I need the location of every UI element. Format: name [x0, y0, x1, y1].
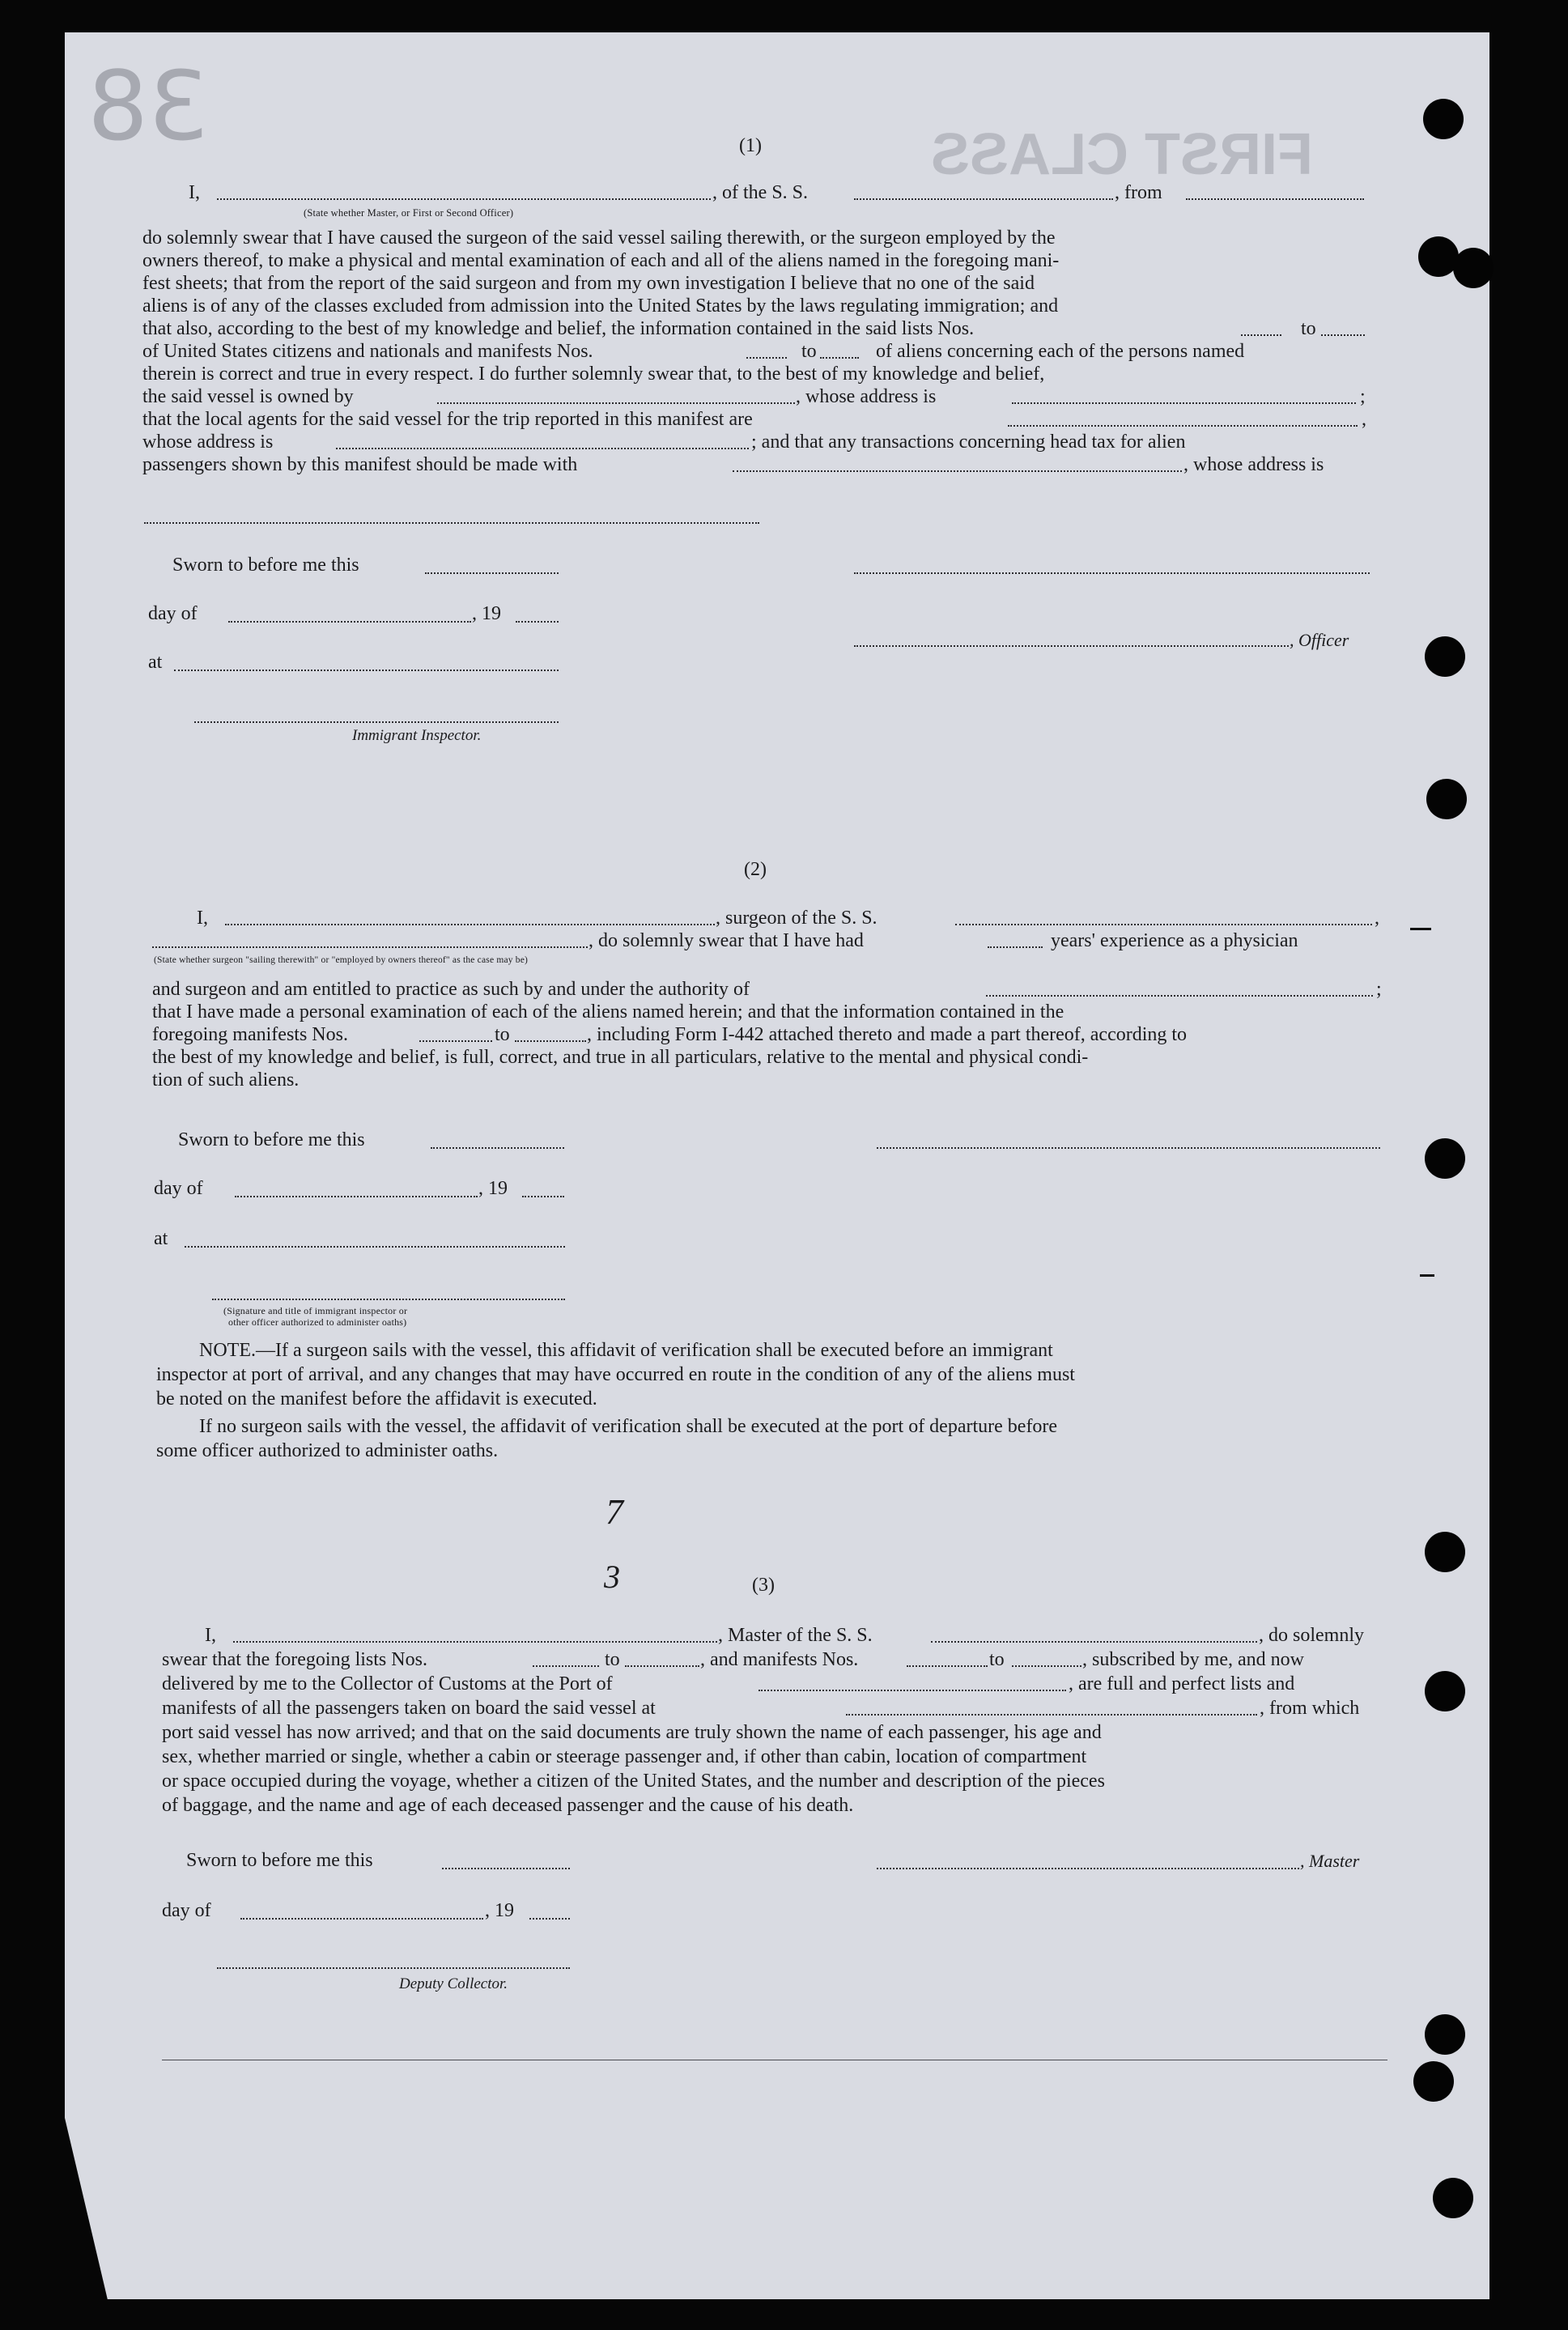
note-line: inspector at port of arrival, and any changes that may have occurred en route in the condition of any of the aliens must — [156, 1364, 1075, 1385]
paragraph-line: the best of my knowledge and belief, is full, correct, and true in all particulars, relative to the mental and physical condi- — [152, 1047, 1089, 1068]
fill-line — [955, 924, 1372, 925]
punch-hole — [1425, 636, 1465, 677]
text: , from — [1115, 182, 1162, 203]
year-label: , 19 — [478, 1178, 508, 1199]
margin-dash — [1420, 1274, 1434, 1277]
paragraph-line: swear that the foregoing lists Nos. — [162, 1649, 427, 1670]
punch-hole — [1423, 99, 1464, 139]
paragraph-line: and surgeon and am entitled to practice as such by and under the authority of — [152, 979, 750, 1000]
fill-line — [1241, 334, 1281, 336]
signature-hint: other officer authorized to administer oaths) — [228, 1316, 407, 1328]
day-of-label: day of — [154, 1178, 203, 1199]
master-signature-line — [877, 1868, 1299, 1869]
paragraph-line: that the local agents for the said vessel for the trip reported in this manifest are — [142, 409, 753, 430]
fill-line — [533, 1665, 599, 1667]
fill-line — [746, 357, 787, 359]
text: to — [1301, 318, 1316, 339]
fill-line — [228, 621, 471, 623]
fill-line — [225, 924, 715, 925]
text: , of the S. S. — [712, 182, 809, 203]
fill-line — [152, 946, 588, 948]
paragraph-line: of United States citizens and nationals and manifests Nos. — [142, 341, 593, 362]
corner-page-number: 38 — [87, 50, 210, 162]
collector-signature-line — [217, 1967, 570, 1969]
text: , do solemnly — [1259, 1625, 1364, 1646]
text: , do solemnly swear that I have had — [589, 930, 864, 951]
text: I, — [197, 908, 208, 929]
text: ; — [1360, 386, 1366, 407]
paragraph-line: fest sheets; that from the report of the said surgeon and from my own investigation I believe that no one of the said — [142, 273, 1035, 294]
text: ; — [1376, 979, 1382, 1000]
note-line: If no surgeon sails with the vessel, the affidavit of verification shall be executed at the port of departure before — [199, 1416, 1058, 1437]
paragraph-line: port said vessel has now arrived; and that on the said documents are truly shown the name of each passenger, his age and — [162, 1722, 1102, 1743]
paragraph-line: of aliens concerning each of the persons named — [876, 341, 1245, 362]
handwritten-mark: 3 — [604, 1558, 620, 1595]
fill-line — [625, 1665, 699, 1667]
fill-line — [820, 357, 859, 359]
fill-line — [516, 621, 559, 623]
at-label: at — [154, 1228, 168, 1249]
text: I, — [205, 1625, 216, 1646]
fill-line — [419, 1040, 492, 1042]
text: to — [989, 1649, 1005, 1670]
fill-line — [235, 1196, 478, 1197]
section-number: (1) — [739, 135, 762, 156]
punch-hole — [1433, 2178, 1473, 2218]
field-hint: (State whether surgeon "sailing therewith" or "employed by owners thereof" as the case may be) — [154, 955, 529, 965]
section-number: (3) — [752, 1575, 775, 1596]
note-line — [199, 1341, 1053, 1360]
text: I, — [189, 182, 200, 203]
text: , — [1375, 908, 1379, 929]
punch-hole — [1425, 2014, 1465, 2055]
inspector-signature-line — [212, 1299, 565, 1300]
collector-label: Deputy Collector. — [399, 1975, 508, 1992]
text: , whose address is — [1183, 454, 1324, 475]
fill-line — [437, 402, 795, 404]
signature-hint: (Signature and title of immigrant inspector or — [223, 1305, 408, 1316]
note-line: some officer authorized to administer oaths. — [156, 1440, 499, 1461]
fill-line — [1012, 1665, 1081, 1667]
text: , surgeon of the S. S. — [716, 908, 877, 929]
paragraph-line: , are full and perfect lists and — [1069, 1673, 1295, 1694]
paragraph-line: of baggage, and the name and age of each deceased passenger and the cause of his death. — [162, 1795, 854, 1816]
margin-dash — [1410, 928, 1431, 930]
sworn-label: Sworn to before me this — [186, 1850, 373, 1871]
signature-line — [877, 1147, 1380, 1149]
day-of-label: day of — [162, 1900, 211, 1921]
fill-line — [425, 572, 559, 574]
paragraph-line: that also, according to the best of my knowledge and belief, the information contained in the said lists Nos. — [142, 318, 975, 339]
paragraph-line: delivered by me to the Collector of Customs at the Port of — [162, 1673, 613, 1694]
fill-line — [759, 1690, 1066, 1691]
fill-line — [442, 1868, 570, 1869]
fill-line — [515, 1040, 586, 1042]
paragraph-line: passengers shown by this manifest should be made with — [142, 454, 578, 475]
fill-line — [733, 470, 1182, 472]
fill-line — [931, 1641, 1257, 1643]
fill-line — [144, 522, 759, 524]
paragraph-line: whose address is — [142, 432, 274, 453]
fill-line — [1186, 198, 1364, 200]
punch-hole — [1425, 1532, 1465, 1572]
note-label: NOTE. — [199, 1340, 256, 1361]
note-line: be noted on the manifest before the affidavit is executed. — [156, 1388, 597, 1409]
fill-line — [522, 1196, 564, 1197]
fill-line — [854, 198, 1113, 200]
paragraph-line: , from which — [1260, 1698, 1360, 1719]
year-label: , 19 — [485, 1900, 514, 1921]
officer-label: , Officer — [1290, 630, 1349, 650]
paragraph-line: therein is correct and true in every respect. I do further solemnly swear that, to the best of my knowledge and belief, — [142, 364, 1045, 385]
inspector-label: Immigrant Inspector. — [352, 727, 482, 744]
note-text: —If a surgeon sails with the vessel, this affidavit of verification shall be executed before an immigrant — [255, 1340, 1053, 1361]
fill-line — [986, 995, 1373, 997]
fill-line — [988, 946, 1043, 948]
text: ; and that any transactions concerning head tax for alien — [751, 432, 1186, 453]
sworn-label: Sworn to before me this — [172, 555, 359, 576]
text: to — [495, 1024, 510, 1045]
at-label: at — [148, 652, 163, 673]
paragraph-line: aliens is of any of the classes excluded from admission into the United States by the laws regulating immigration; and — [142, 296, 1059, 317]
punch-hole — [1426, 779, 1467, 819]
day-of-label: day of — [148, 603, 198, 624]
paragraph-line: do solemnly swear that I have caused the surgeon of the said vessel sailing therewith, or the surgeon employed by the — [142, 227, 1056, 249]
sworn-label: Sworn to before me this — [178, 1129, 365, 1150]
paragraph-line: the said vessel is owned by — [142, 386, 354, 407]
paragraph-line: or space occupied during the voyage, whether a citizen of the United States, and the number and description of the pieces — [162, 1771, 1105, 1792]
text: , — [1362, 409, 1366, 430]
fill-line — [907, 1665, 988, 1667]
fill-line — [1321, 334, 1365, 336]
fill-line — [217, 198, 711, 200]
punch-hole — [1425, 1671, 1465, 1711]
handwritten-mark: 7 — [606, 1492, 623, 1532]
signature-line — [854, 572, 1370, 574]
fill-line — [174, 670, 559, 671]
ghost-header: FIRST CLASS — [931, 122, 1314, 187]
paragraph-line: that I have made a personal examination of each of the aliens named herein; and that the information contained in the — [152, 1001, 1064, 1023]
punch-hole — [1453, 248, 1494, 288]
fill-line — [529, 1918, 570, 1920]
paragraph-line: , subscribed by me, and now — [1082, 1649, 1304, 1670]
paragraph-line: foregoing manifests Nos. — [152, 1024, 348, 1045]
paragraph-line: sex, whether married or single, whether a cabin or steerage passenger and, if other than cabin, location of compartment — [162, 1746, 1087, 1767]
fill-line — [185, 1246, 565, 1248]
paragraph-line: manifests of all the passengers taken on board the said vessel at — [162, 1698, 656, 1719]
text: , Master of the S. S. — [718, 1625, 873, 1646]
fill-line — [233, 1641, 717, 1643]
fill-line — [336, 448, 749, 449]
paragraph-line: , including Form I-442 attached thereto and made a part thereof, according to — [587, 1024, 1188, 1045]
master-label: , Master — [1300, 1851, 1360, 1871]
field-hint: (State whether Master, or First or Second Officer) — [304, 207, 514, 219]
fill-line — [1012, 402, 1356, 404]
fill-line — [431, 1147, 564, 1149]
section-number: (2) — [744, 859, 767, 880]
text: , whose address is — [796, 386, 937, 407]
fill-line — [1008, 425, 1358, 427]
punch-hole — [1413, 2061, 1454, 2102]
text: to — [605, 1649, 620, 1670]
text: years' experience as a physician — [1051, 930, 1298, 951]
paragraph-line: owners thereof, to make a physical and mental examination of each and all of the aliens named in the foregoing mani- — [142, 250, 1060, 271]
paragraph-line: tion of such aliens. — [152, 1069, 300, 1091]
officer-signature-line — [854, 645, 1289, 647]
paragraph-line: , and manifests Nos. — [700, 1649, 859, 1670]
fill-line — [240, 1918, 483, 1920]
text: to — [801, 341, 817, 362]
fill-line — [846, 1714, 1257, 1716]
year-label: , 19 — [472, 603, 501, 624]
punch-hole — [1425, 1138, 1465, 1179]
inspector-signature-line — [194, 721, 559, 723]
